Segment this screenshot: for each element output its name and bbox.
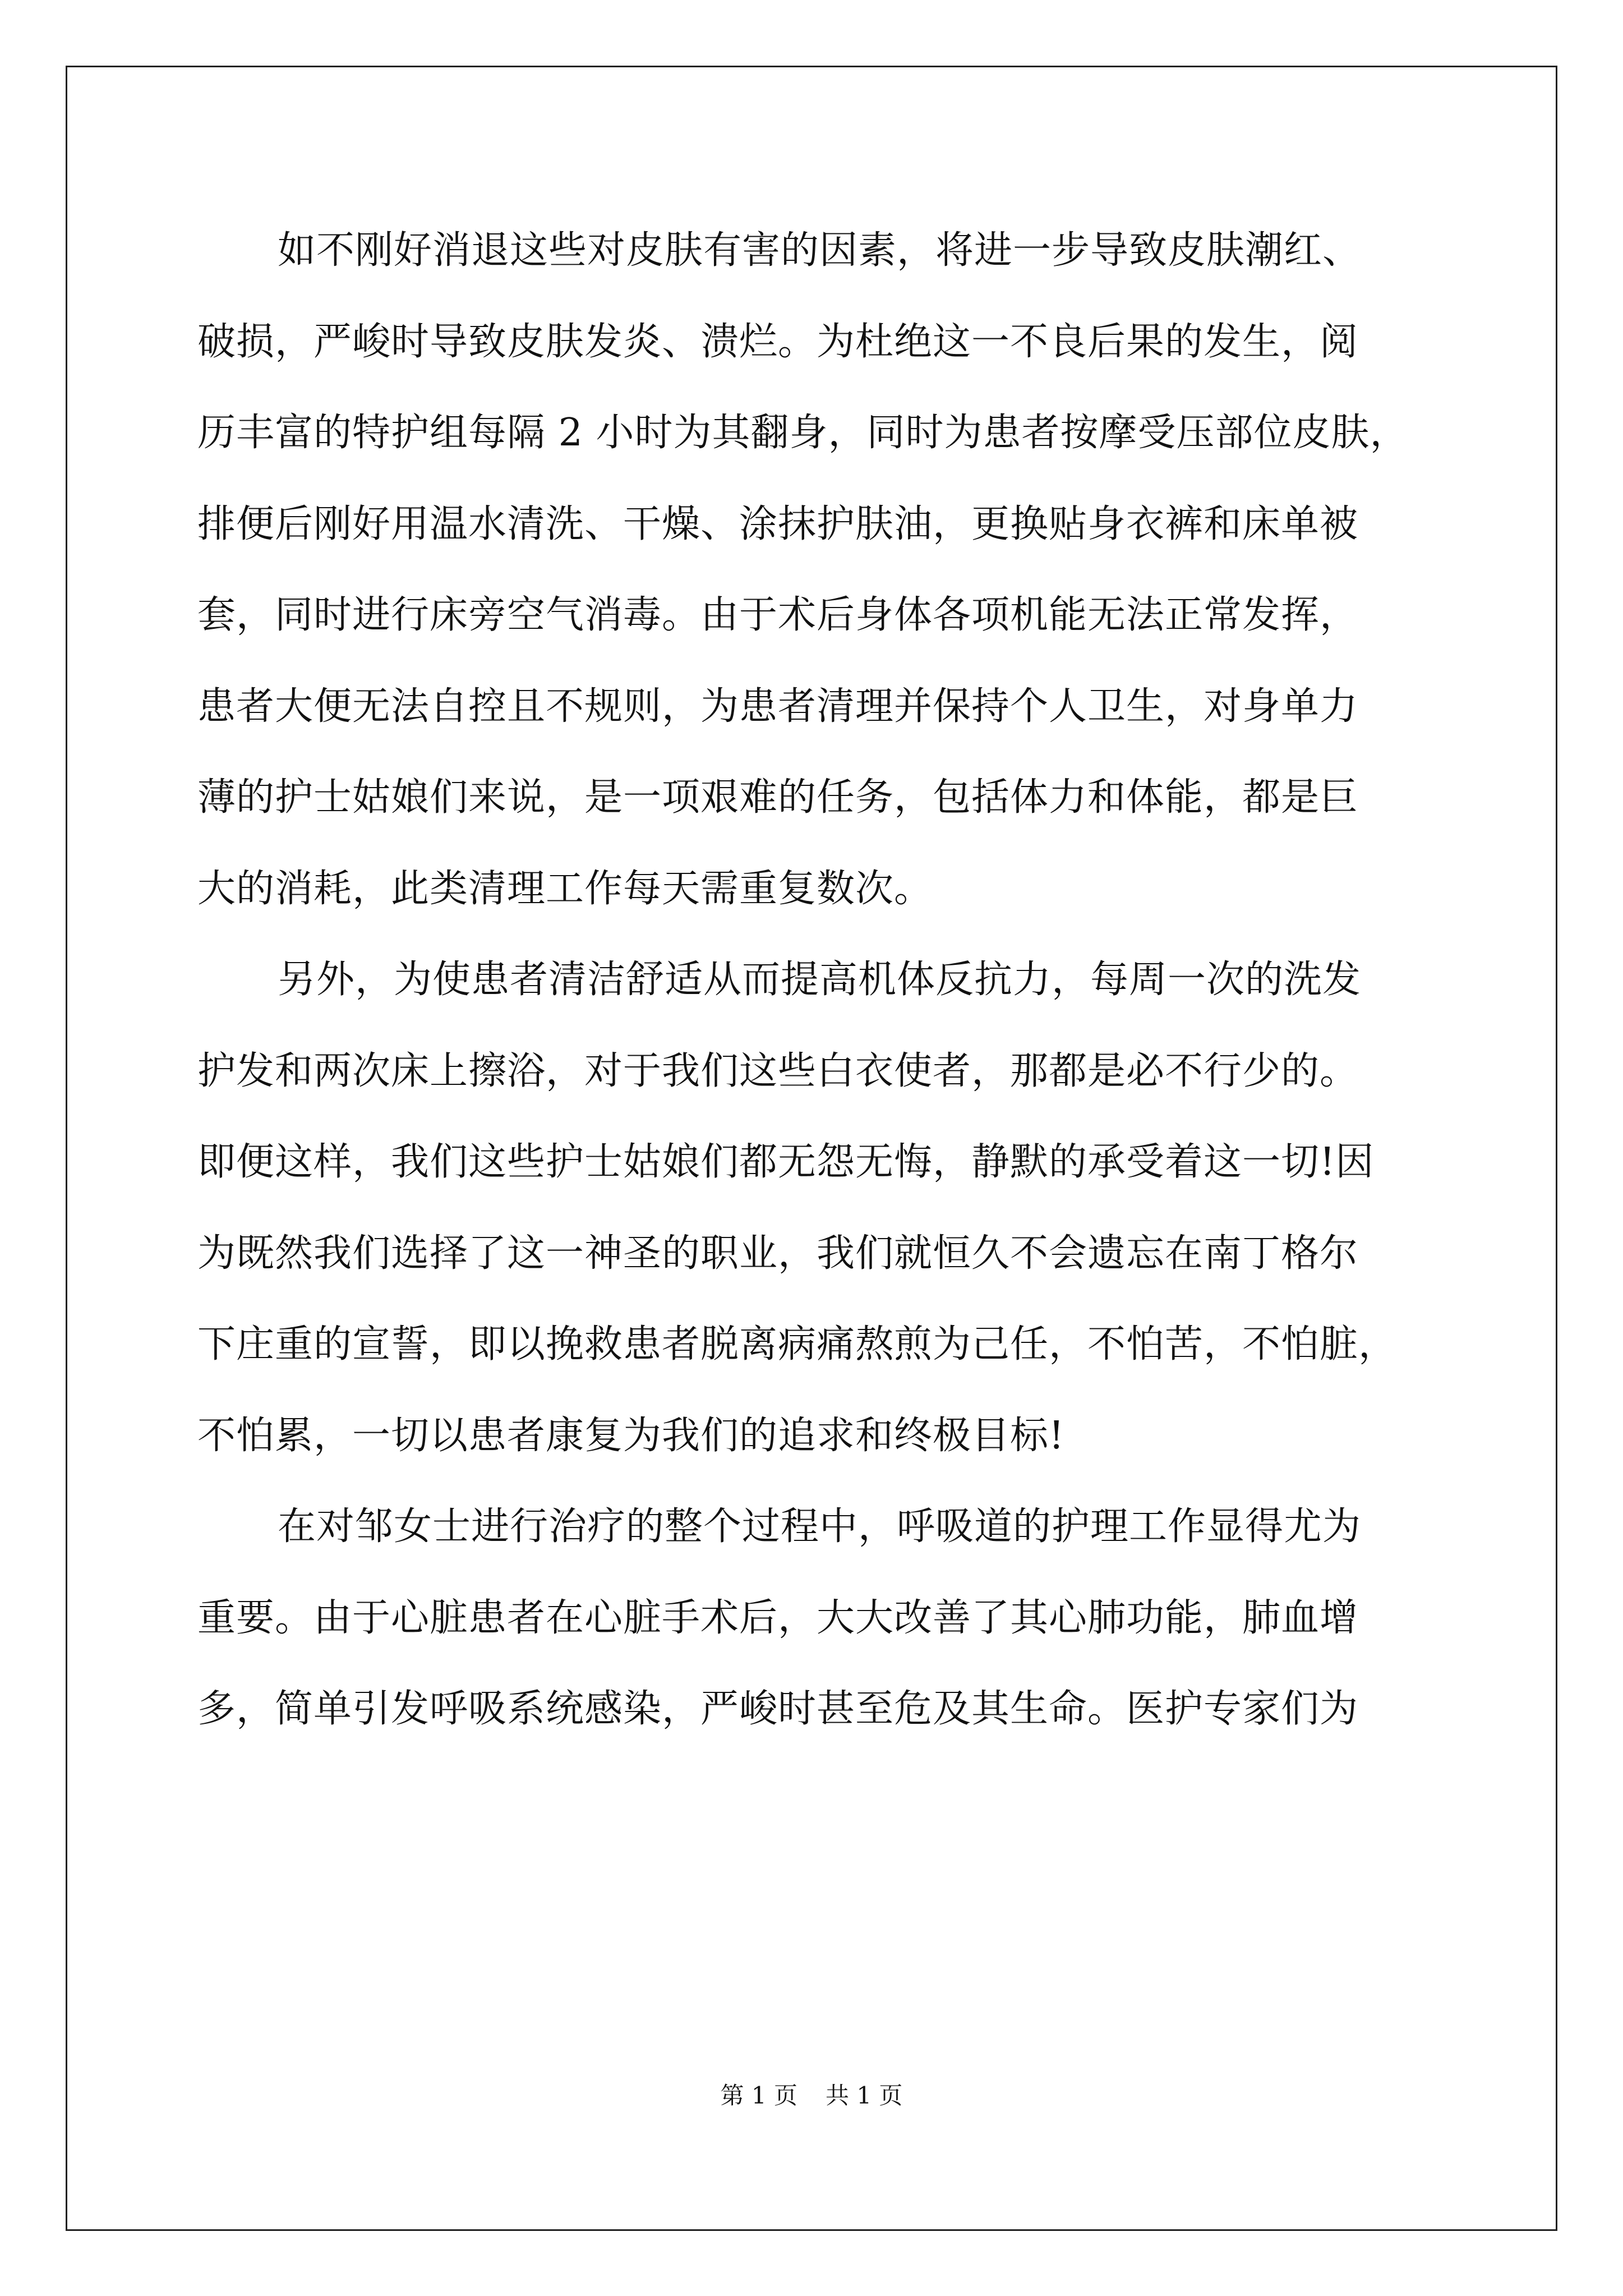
- paragraph-2-line-2: 护发和两次床上擦浴，对于我们这些白衣使者，那都是必不行少的。: [197, 1048, 1359, 1093]
- paragraph-2-line-4: 为既然我们选择了这一神圣的职业，我们就恒久不会遗忘在南丁格尔: [197, 1231, 1359, 1276]
- paragraph-1-line-8: 大的消耗，此类清理工作每天需重复数次。: [197, 866, 933, 911]
- paragraph-1-line-7: 薄的护士姑娘们来说，是一项艰难的任务，包括体力和体能，都是巨: [197, 775, 1359, 820]
- paragraph-3-line-3: 多，简单引发呼吸系统感染，严峻时甚至危及其生命。医护专家们为: [197, 1687, 1359, 1731]
- paragraph-1-line-1: 如不刚好消退这些对皮肤有害的因素，将进一步导致皮肤潮红、: [278, 228, 1362, 273]
- paragraph-2-line-5: 下庄重的宣誓，即以挽救患者脱离病痛熬煎为己任，不怕苦，不怕脏，: [197, 1322, 1398, 1366]
- paragraph-1-line-4: 排便后刚好用温水清洗、干燥、涂抹护肤油，更换贴身衣裤和床单被: [197, 501, 1359, 546]
- paragraph-2-line-6: 不怕累，一切以患者康复为我们的追求和终极目标!: [197, 1413, 1065, 1458]
- paragraph-1-line-6: 患者大便无法自控且不规则，为患者清理并保持个人卫生，对身单力: [197, 684, 1359, 729]
- document-body: [197, 205, 1454, 1755]
- page-footer: [0, 2077, 1623, 2111]
- paragraph-1-line-2: 破损，严峻时导致皮肤发炎、溃烂。为杜绝这一不良后果的发生，阅: [197, 319, 1359, 364]
- paragraph-2-line-3: 即便这样，我们这些护士姑娘们都无怨无悔，静默的承受着这一切!因: [197, 1140, 1375, 1184]
- paragraph-3-line-1: 在对邹女士进行治疗的整个过程中，呼吸道的护理工作显得尤为: [278, 1504, 1362, 1549]
- paragraph-3-line-2: 重要。由于心脏患者在心脏手术后，大大改善了其心肺功能，肺血增: [197, 1595, 1359, 1640]
- page-number-current: 第 1 页: [720, 2082, 797, 2109]
- page-number-total: 共 1 页: [826, 2082, 903, 2109]
- paragraph-1-line-3: 历丰富的特护组每隔 2 小时为其翻身，同时为患者按摩受压部位皮肤，: [197, 411, 1409, 455]
- paragraph-2-line-1: 另外，为使患者清洁舒适从而提高机体反抗力，每周一次的洗发: [278, 958, 1362, 1002]
- paragraph-1-line-5: 套，同时进行床旁空气消毒。由于术后身体各项机能无法正常发挥，: [197, 593, 1359, 637]
